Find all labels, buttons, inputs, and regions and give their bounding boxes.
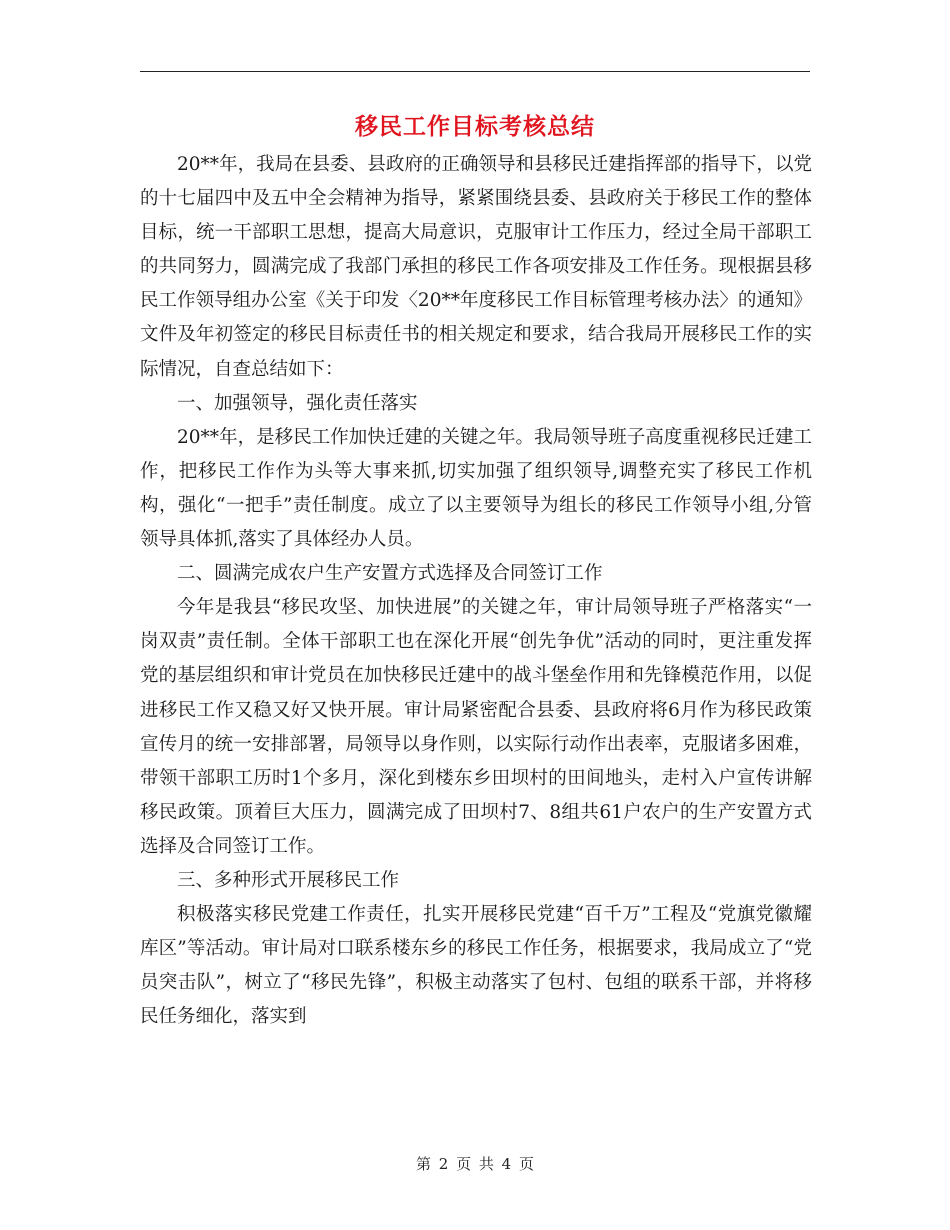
document-body [140,148,812,1034]
page-number: 第 2 页 共 4 页 [416,1155,534,1173]
section-heading-3: 三、多种形式开展移民工作 [177,869,400,891]
paragraph-section-3: 积极落实移民党建工作责任，扎实开展移民党建“百千万”工程及“党旗党徽耀库区”等活动。审计局对口联系楼东乡的移民工作任务，根据要求，我局成立了“党员突击队”，树立了“移民先锋”，积极主动落实了包村、包组的联系干部，并将移民任务细化，落实到 [140,904,812,1028]
document-title: 移民工作目标考核总结 [355,113,595,140]
section-heading-1: 一、加强领导，强化责任落实 [177,392,418,414]
paragraph-section-2: 今年是我县“移民攻坚、加快进展”的关键之年，审计局领导班子严格落实“一岗双责”责任制。全体干部职工也在深化开展“创先争优”活动的同时，更注重发挥党的基层组织和审计党员在加快移民迁建中的战斗堡垒作用和先锋模范作用，以促进移民工作又稳又好又快开展。审计局紧密配合县委、县政府将6月作为移民政策宣传月的统一安排部署，局领导以身作则，以实际行动作出表率，克服诸多困难，带领干部职工历时1个多月，深化到楼东乡田坝村的田间地头，走村入户宣传讲解移民政策。顶着巨大压力，圆满完成了田坝村7、8组共61户农户的生产安置方式选择及合同签订工作。 [140,597,812,857]
header-rule [140,71,810,72]
section-heading-2: 二、圆满完成农户生产安置方式选择及合同签订工作 [177,563,603,585]
paragraph-section-1: 20**年，是移民工作加快迁建的关键之年。我局领导班子高度重视移民迁建工作，把移民工作作为头等大事来抓,切实加强了组织领导,调整充实了移民工作机构，强化“一把手”责任制度。成立了以主要领导为组长的移民工作领导小组,分管领导具体抓,落实了具体经办人员。 [140,426,812,551]
paragraph-intro: 20**年，我局在县委、县政府的正确领导和县移民迁建指挥部的指导下，以党的十七届四中及五中全会精神为指导，紧紧围绕县委、县政府关于移民工作的整体目标，统一干部职工思想，提高大局意识，克服审计工作压力，经过全局干部职工的共同努力，圆满完成了我部门承担的移民工作各项安排及工作任务。现根据县移民工作领导组办公室《关于印发〈20**年度移民工作目标管理考核办法〉的通知》文件及年初签定的移民目标责任书的相关规定和要求，结合我局开展移民工作的实际情况，自查总结如下： [140,154,812,380]
